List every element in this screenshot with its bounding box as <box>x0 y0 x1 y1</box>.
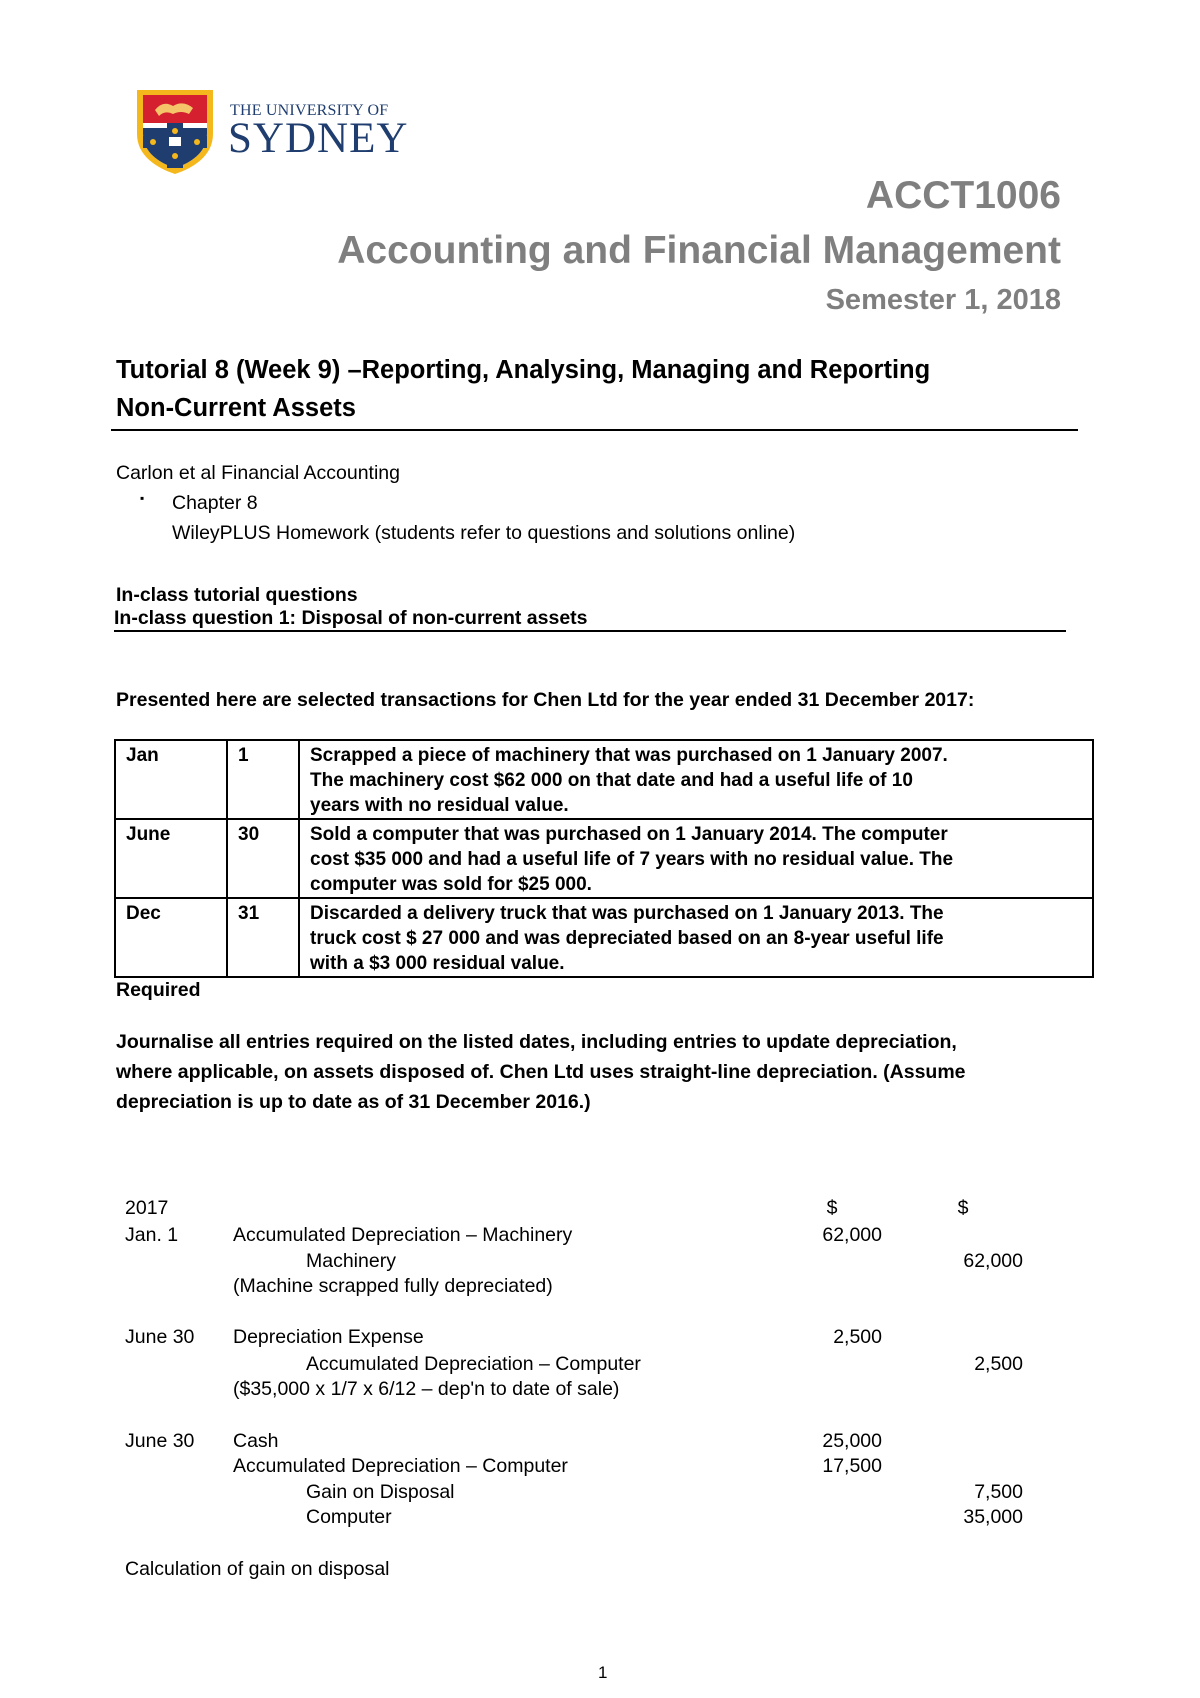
question-intro: Presented here are selected transactions for Chen Ltd for the year ended 31 December 2017: <box>116 689 975 711</box>
university-crest-icon <box>133 86 217 176</box>
required-line: where applicable, on assets disposed of. Chen Ltd uses straight-line depreciation. (Assume <box>116 1061 966 1083</box>
transaction-day: 30 <box>227 819 299 898</box>
entry-account: ($35,000 x 1/7 x 6/12 – dep'n to date of sale) <box>233 1378 620 1400</box>
inclass-heading: In-class tutorial questions <box>116 584 358 606</box>
entry-date: June 30 <box>125 1326 195 1348</box>
tutorial-title-line1: Tutorial 8 (Week 9) –Reporting, Analysing, Managing and Reporting <box>116 356 931 384</box>
description-line: Scrapped a piece of machinery that was purchased on 1 January 2007. <box>310 745 948 766</box>
required-line: Journalise all entries required on the listed dates, including entries to update depreciation, <box>116 1031 957 1053</box>
credit-header: $ <box>957 1197 969 1219</box>
course-title: Accounting and Financial Management <box>337 229 1061 272</box>
homework-note: WileyPLUS Homework (students refer to questions and solutions online) <box>172 522 796 544</box>
entry-account: Depreciation Expense <box>233 1326 424 1348</box>
entry-account: Accumulated Depreciation – Machinery <box>233 1224 573 1246</box>
entry-credit: 2,500 <box>974 1353 1023 1375</box>
transaction-description <box>299 819 1093 898</box>
gain-calculation-note: Calculation of gain on disposal <box>125 1558 390 1580</box>
description-line: Sold a computer that was purchased on 1 January 2014. The computer <box>310 824 948 845</box>
entry-account: Machinery <box>306 1250 396 1272</box>
transaction-day: 1 <box>227 740 299 819</box>
tutorial-title-line2: Non-Current Assets <box>116 394 356 422</box>
university-logo <box>133 86 409 176</box>
entry-credit: 35,000 <box>963 1506 1023 1528</box>
required-label: Required <box>116 979 201 1001</box>
entry-date: June 30 <box>125 1430 195 1452</box>
entry-debit: 2,500 <box>833 1326 882 1348</box>
entry-credit: 7,500 <box>974 1481 1023 1503</box>
transaction-month: June <box>115 819 227 898</box>
entry-account: Accumulated Depreciation – Computer <box>306 1353 641 1375</box>
logo-text-line2: SYDNEY <box>228 115 409 162</box>
entry-account: (Machine scrapped fully depreciated) <box>233 1275 553 1297</box>
bullet-icon: ▪ <box>140 491 145 505</box>
textbook-reference: Carlon et al Financial Accounting <box>116 462 400 484</box>
description-line: The machinery cost $62 000 on that date and had a useful life of 10 <box>310 770 913 791</box>
entry-debit: 25,000 <box>822 1430 882 1452</box>
transaction-month: Jan <box>115 740 227 819</box>
transaction-row <box>115 740 1093 819</box>
entry-credit: 62,000 <box>963 1250 1023 1272</box>
description-line: with a $3 000 residual value. <box>310 953 565 974</box>
semester: Semester 1, 2018 <box>825 284 1061 316</box>
required-line: depreciation is up to date as of 31 December 2016.) <box>116 1091 591 1113</box>
entry-date: Jan. 1 <box>125 1224 179 1246</box>
entry-account: Cash <box>233 1430 279 1452</box>
transaction-description <box>299 740 1093 819</box>
entry-account: Gain on Disposal <box>306 1481 455 1503</box>
description-line: truck cost $ 27 000 and was depreciated based on an 8-year useful life <box>310 928 944 949</box>
transaction-row <box>115 819 1093 898</box>
transaction-row <box>115 898 1093 977</box>
course-code: ACCT1006 <box>865 174 1061 217</box>
logo-text-line1: THE UNIVERSITY OF <box>230 102 389 119</box>
entry-account: Computer <box>306 1506 392 1528</box>
transaction-month: Dec <box>115 898 227 977</box>
entry-debit: 17,500 <box>822 1455 882 1477</box>
title-divider <box>111 429 1078 431</box>
description-line: cost $35 000 and had a useful life of 7 years with no residual value. The <box>310 849 954 870</box>
description-line: computer was sold for $25 000. <box>310 874 592 895</box>
transaction-description <box>299 898 1093 977</box>
entry-account: Accumulated Depreciation – Computer <box>233 1455 568 1477</box>
transactions-table <box>114 739 1094 978</box>
question1-heading: In-class question 1: Disposal of non-current assets <box>114 608 1066 632</box>
entry-debit: 62,000 <box>822 1224 882 1246</box>
debit-header: $ <box>826 1197 838 1219</box>
chapter-item: Chapter 8 <box>172 492 258 514</box>
journal-year: 2017 <box>125 1197 169 1219</box>
page-number: 1 <box>598 1663 608 1682</box>
description-line: Discarded a delivery truck that was purchased on 1 January 2013. The <box>310 903 944 924</box>
transaction-day: 31 <box>227 898 299 977</box>
description-line: years with no residual value. <box>310 795 569 816</box>
